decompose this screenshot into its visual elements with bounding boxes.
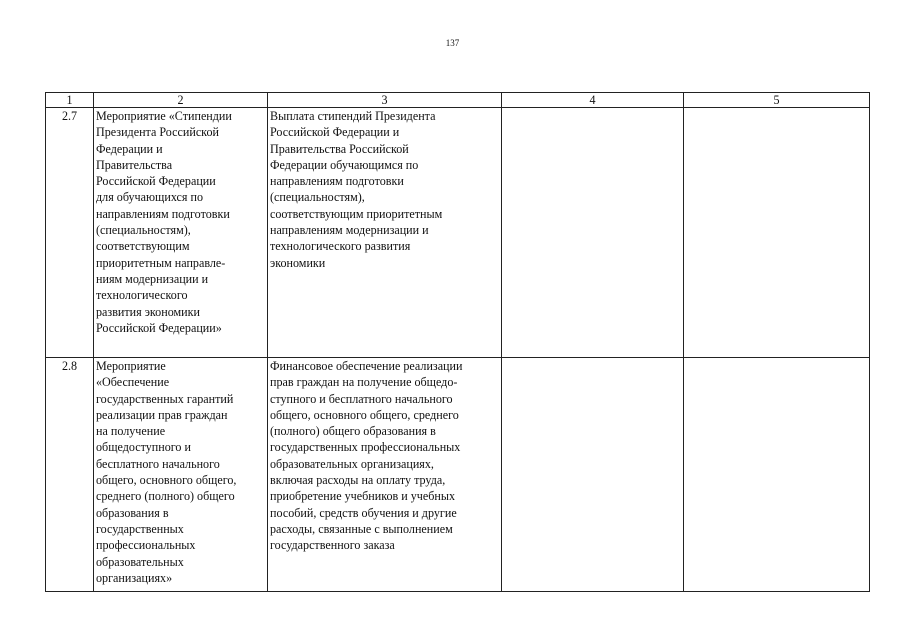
table-header-row xyxy=(46,93,870,108)
activity-description-cell: Финансовое обеспечение реализации прав граждан на получение общедо- ступного и бесплатного начального общего, основного общего, среднего (полного) общего образования в государственных профессиональных образовательных организациях, включая расходы на оплату труда, приобретение учебников и учебных пособий, средств обучения и другие расходы, связанные с выполнением государственного заказа xyxy=(268,358,502,592)
column-header-2: 2 xyxy=(94,93,268,108)
column-header-5: 5 xyxy=(684,93,870,108)
activity-name-cell: Мероприятие «Обеспечение государственных гарантий реализации прав граждан на получение общедоступного и бесплатного начального общего, основного общего, среднего (полного) общего образования в государственных профессиональных образовательных организациях» xyxy=(94,358,268,592)
page-number: 137 xyxy=(445,38,460,48)
row-number: 2.8 xyxy=(46,358,94,592)
column-header-4: 4 xyxy=(502,93,684,108)
column-4-cell xyxy=(502,108,684,358)
table-row xyxy=(46,108,870,358)
activity-name-cell: Мероприятие «Стипендии Президента Российской Федерации и Правительства Российской Федерации для обучающихся по направлениям подготовки (специальностям), соответствующим приоритетным направле- ниям модернизации и технологического развития экономики Российской Федерации» xyxy=(94,108,268,358)
table-row xyxy=(46,358,870,592)
column-5-cell xyxy=(684,108,870,358)
column-5-cell xyxy=(684,358,870,592)
row-number: 2.7 xyxy=(46,108,94,358)
column-4-cell xyxy=(502,358,684,592)
activity-description-cell: Выплата стипендий Президента Российской Федерации и Правительства Российской Федерации обучающимся по направлениям подготовки (специальностям), соответствующим приоритетным направлениям модернизации и технологического развития экономики xyxy=(268,108,502,358)
document-table xyxy=(45,92,870,592)
column-header-3: 3 xyxy=(268,93,502,108)
column-header-1: 1 xyxy=(46,93,94,108)
